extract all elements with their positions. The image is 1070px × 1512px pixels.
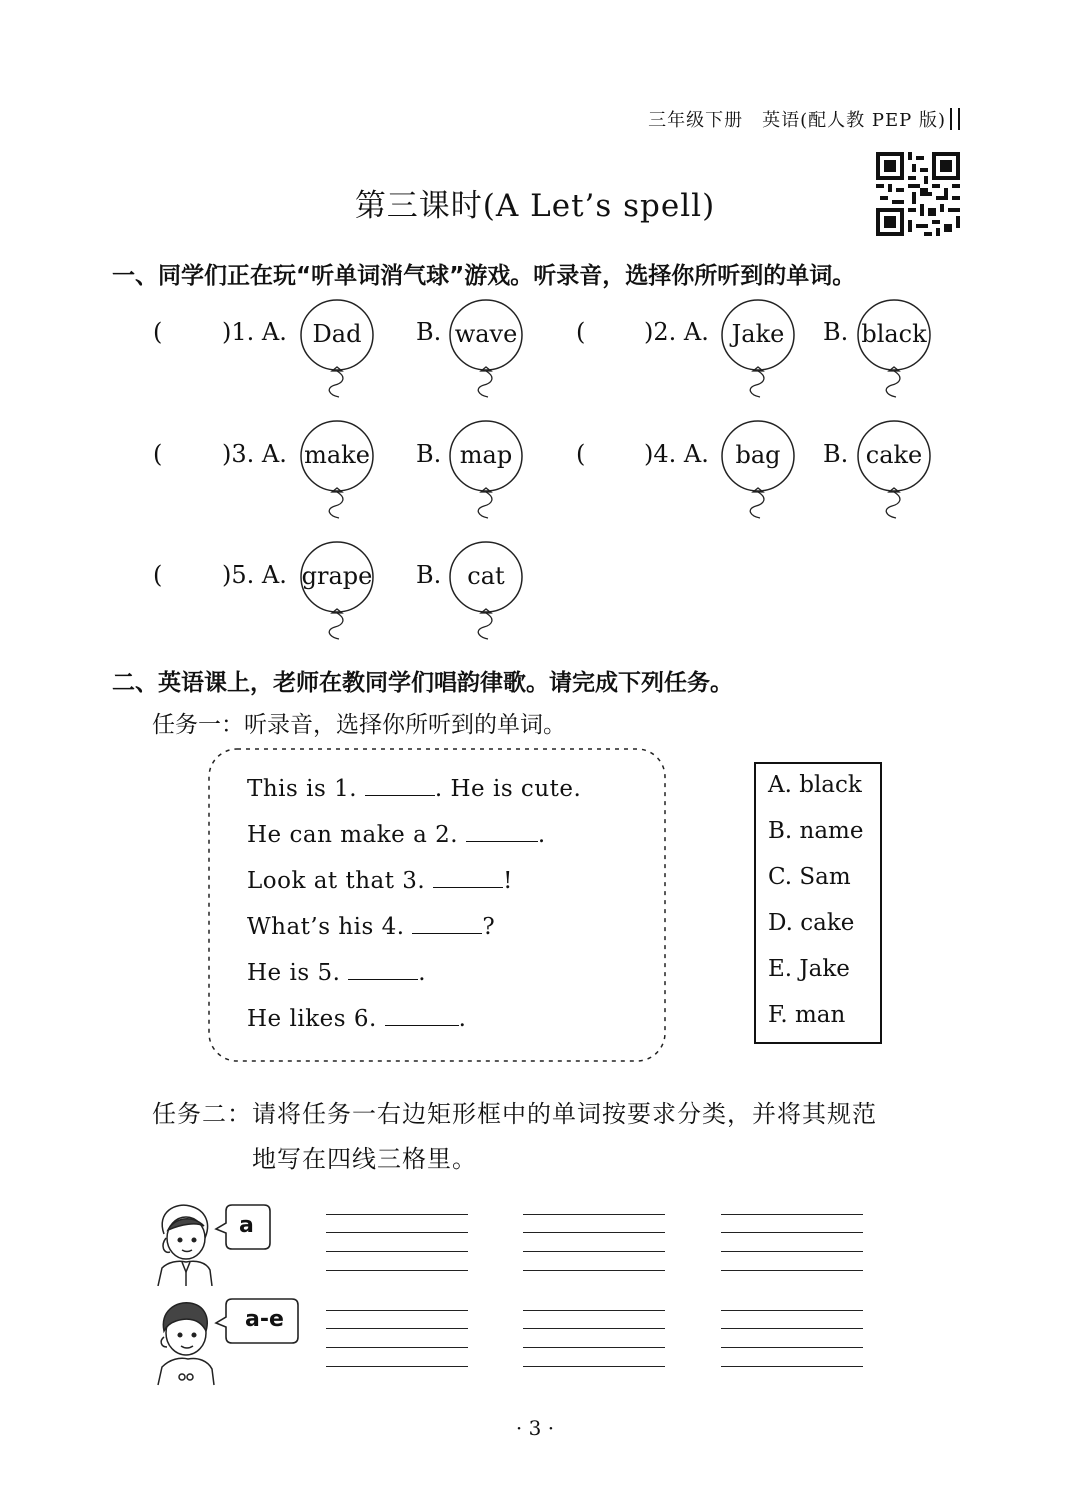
option-b-label: B. bbox=[416, 318, 442, 346]
poem-line-text: He likes 6. bbox=[247, 1006, 377, 1032]
answer-blank[interactable] bbox=[412, 913, 482, 934]
poem-line-end: ? bbox=[482, 914, 496, 940]
poem-line-text: What’s his 4. bbox=[247, 914, 405, 940]
task-2-instruction: 任务二：请将任务一右边矩形框中的单词按要求分类，并将其规范 bbox=[152, 1100, 877, 1128]
balloon-option[interactable] bbox=[299, 420, 375, 528]
balloon-option[interactable] bbox=[448, 541, 524, 649]
balloon-word: black bbox=[861, 320, 927, 348]
answer-paren[interactable]: ( bbox=[153, 318, 163, 346]
answer-blank[interactable] bbox=[348, 959, 418, 980]
lesson-title: 第三课时(A Let’s spell) bbox=[354, 188, 716, 224]
balloon-option[interactable] bbox=[856, 299, 932, 407]
word-option: C. Sam bbox=[768, 864, 851, 890]
balloon-word: cat bbox=[467, 562, 505, 590]
answer-paren[interactable]: ( bbox=[153, 561, 163, 589]
header-bars-icon bbox=[950, 108, 960, 130]
balloon-option[interactable] bbox=[448, 299, 524, 407]
task-2-instruction-cont: 地写在四线三格里。 bbox=[252, 1145, 477, 1173]
poem-line bbox=[247, 867, 513, 894]
bubble-label: a-e bbox=[245, 1307, 284, 1332]
option-b-label: B. bbox=[823, 440, 849, 468]
balloon-word: grape bbox=[301, 562, 373, 590]
poem-line bbox=[247, 775, 581, 802]
poem-line-text: Look at that 3. bbox=[247, 868, 426, 894]
word-option: E. Jake bbox=[768, 956, 850, 982]
word-option: A. black bbox=[768, 772, 862, 798]
section-1-heading: 一、同学们正在玩“听单词消气球”游戏。听录音，选择你所听到的单词。 bbox=[112, 263, 856, 289]
writing-lines[interactable] bbox=[523, 1214, 665, 1272]
poem-line-text: This is 1. bbox=[247, 776, 358, 802]
balloon-word: Jake bbox=[731, 320, 785, 348]
question-4-label: )4. A. bbox=[644, 440, 709, 468]
balloon-word: cake bbox=[865, 441, 923, 469]
word-option: D. cake bbox=[768, 910, 855, 936]
writing-lines[interactable] bbox=[721, 1214, 863, 1272]
balloon-option[interactable] bbox=[299, 299, 375, 407]
option-b-label: B. bbox=[416, 561, 442, 589]
poem-line-text: He can make a 2. bbox=[247, 822, 459, 848]
option-b-label: B. bbox=[823, 318, 849, 346]
question-3-label: )3. A. bbox=[222, 440, 287, 468]
task-1-instruction: 任务一：听录音，选择你所听到的单词。 bbox=[152, 712, 566, 738]
answer-paren[interactable]: ( bbox=[576, 440, 586, 468]
question-2-label: )2. A. bbox=[644, 318, 709, 346]
balloon-option[interactable] bbox=[720, 420, 796, 528]
writing-lines[interactable] bbox=[326, 1310, 468, 1368]
word-option: B. name bbox=[768, 818, 864, 844]
header-text: 三年级下册 英语(配人教 PEP 版) bbox=[648, 110, 946, 131]
balloon-word: Dad bbox=[312, 320, 362, 348]
poem-line-text: He is 5. bbox=[247, 960, 341, 986]
page-header bbox=[648, 106, 960, 132]
answer-blank[interactable] bbox=[466, 821, 538, 842]
bubble-label: a bbox=[239, 1213, 254, 1238]
answer-blank[interactable] bbox=[365, 775, 435, 796]
poem-line-end: . bbox=[418, 960, 427, 986]
writing-lines[interactable] bbox=[523, 1310, 665, 1368]
balloon-option[interactable] bbox=[299, 541, 375, 649]
balloon-word: map bbox=[459, 441, 513, 469]
balloon-option[interactable] bbox=[720, 299, 796, 407]
poem-line-end: ! bbox=[503, 868, 513, 894]
option-b-label: B. bbox=[416, 440, 442, 468]
poem-line bbox=[247, 959, 426, 986]
girl-avatar-icon bbox=[152, 1200, 218, 1286]
balloon-word: bag bbox=[735, 441, 781, 469]
writing-lines[interactable] bbox=[721, 1310, 863, 1368]
answer-paren[interactable]: ( bbox=[153, 440, 163, 468]
answer-paren[interactable]: ( bbox=[576, 318, 586, 346]
poem-line bbox=[247, 913, 495, 940]
poem-line-end: . He is cute. bbox=[434, 776, 582, 802]
page-number: · 3 · bbox=[515, 1416, 555, 1440]
question-5-label: )5. A. bbox=[222, 561, 287, 589]
poem-line bbox=[247, 1005, 466, 1032]
word-options-box bbox=[754, 762, 882, 1044]
section-2-heading: 二、英语课上，老师在教同学们唱韵律歌。请完成下列任务。 bbox=[112, 670, 733, 696]
answer-blank[interactable] bbox=[385, 1005, 459, 1026]
question-1-label: )1. A. bbox=[222, 318, 287, 346]
balloon-option[interactable] bbox=[856, 420, 932, 528]
poem-line bbox=[247, 821, 546, 848]
poem-line-end: . bbox=[537, 822, 546, 848]
balloon-word: make bbox=[304, 441, 370, 469]
poem-line-end: . bbox=[458, 1006, 467, 1032]
balloon-option[interactable] bbox=[448, 420, 524, 528]
answer-blank[interactable] bbox=[433, 867, 503, 888]
word-option: F. man bbox=[768, 1002, 846, 1028]
writing-lines[interactable] bbox=[326, 1214, 468, 1272]
balloon-word: wave bbox=[454, 320, 518, 348]
